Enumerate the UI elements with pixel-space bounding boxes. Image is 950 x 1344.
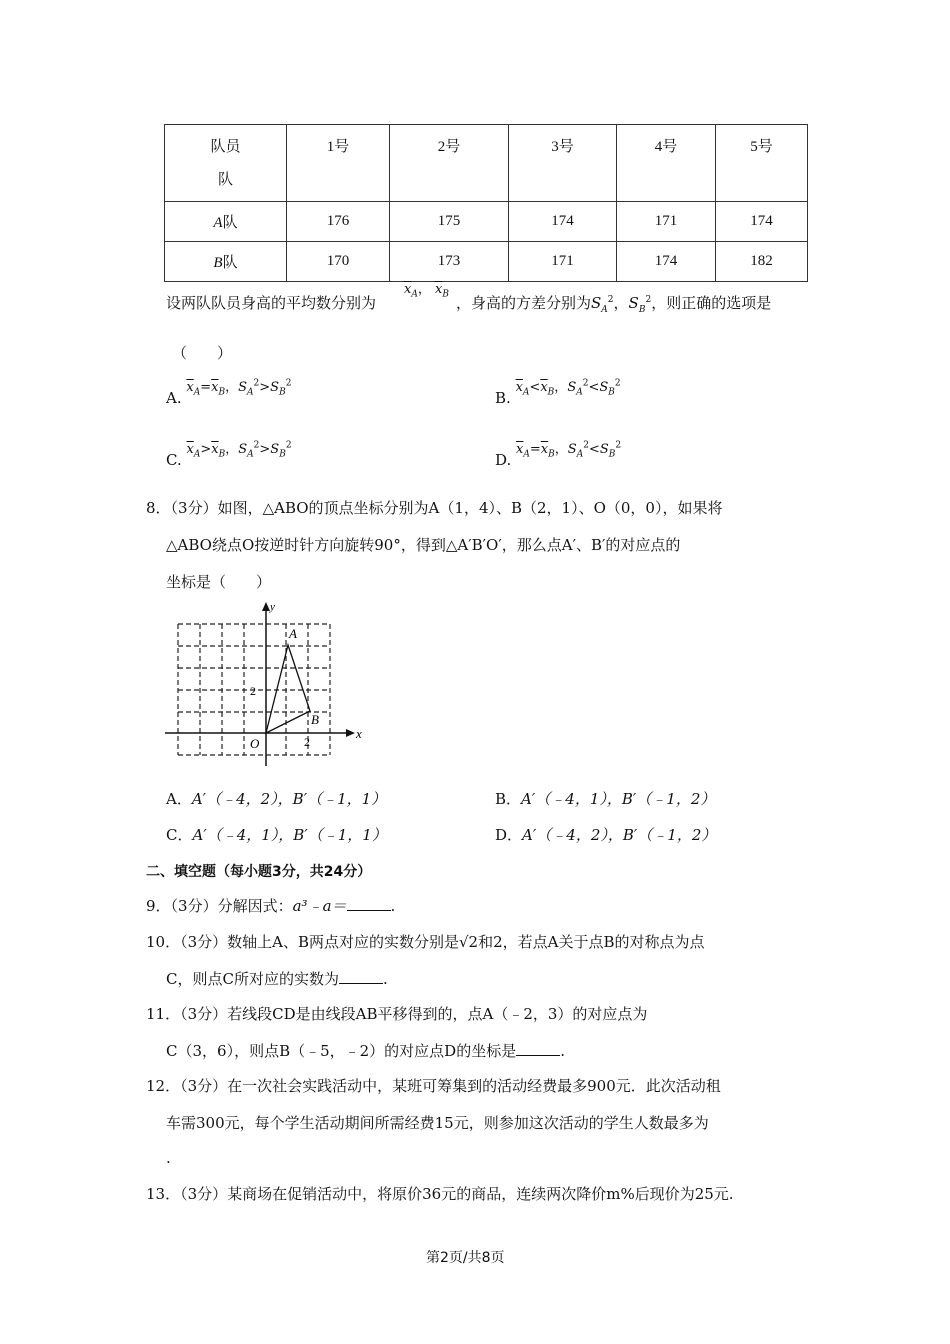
answer-blank[interactable] [339,969,383,984]
y-axis-label: y [270,601,275,613]
table-cell: 174 [509,202,617,242]
q8-option-a[interactable]: A．A′（﹣4，2），B′（﹣1，1） [166,790,387,808]
q12-line2: 车需300元，每个学生活动期间所需经费15元，则参加这次活动的学生人数最多为 [166,1114,709,1132]
q10-line2: C，则点C所对应的实数为 . [166,970,388,988]
point-a-label: A [289,626,297,641]
table-cell: 182 [716,242,808,282]
q7-option-c[interactable]: C. $\overline{x}_A>\overline{x}_B$，$S_A^2>S_B^2$ [166,440,292,469]
point-b-label: B [311,712,319,727]
q8-option-d[interactable]: D．A′（﹣4，2），B′（﹣1，2） [495,826,717,844]
x-axis-label: x [356,726,362,741]
table-row [165,242,808,282]
q8-line1: 8．（3分）如图，△ABO的顶点坐标分别为A（1，4）、B（2，1）、O（0，0），如果将 [146,499,723,517]
column-header: 3号 [509,125,617,202]
answer-blank[interactable] [347,896,391,911]
column-header: 1号 [287,125,390,202]
answer-blank[interactable] [516,1041,560,1056]
corner-top: 队员 [210,139,241,155]
table-cell: 175 [390,202,509,242]
origin-label: O [250,736,260,751]
q7-option-d[interactable]: D. $\overline{x}_A=\overline{x}_B$，$S_A^2<S_B^2$ [495,440,622,469]
table-cell: 170 [287,242,390,282]
q10-line1: 10．（3分）数轴上A、B两点对应的实数分别是√2和2，若点A关于点B的对称点为点 [146,933,705,951]
row-header: B队 [165,242,287,282]
table-cell: 173 [390,242,509,282]
heights-table [164,124,808,282]
row-header: A队 [165,202,287,242]
corner-bottom: 队 [217,172,233,188]
q7-option-b[interactable]: B. $\overline{x}_A<\overline{x}_B$，$S_A^2<S_B^2$ [495,378,621,407]
q11-line2: C（3，6），则点B（﹣5，﹣2）的对应点D的坐标是 . [166,1042,565,1060]
x-axis-arrow [346,729,355,737]
q12-line3: . [166,1149,171,1167]
q8-option-b[interactable]: B．A′（﹣4，1），B′（﹣1，2） [495,790,716,808]
page-footer: 第2页/共8页 [426,1250,505,1266]
q7-option-a[interactable]: A. $\overline{x}_A=\overline{x}_B$，$S_A^2>S_B^2$ [166,378,292,407]
table-row [165,202,808,242]
x-tick-label: 2 [304,735,310,749]
table-cell: 174 [617,242,716,282]
table-cell: 174 [716,202,808,242]
table-cell: 171 [617,202,716,242]
y-axis-arrow [262,602,270,611]
section-title: 二、填空题（每小题3分，共24分） [146,864,372,880]
q7-stem: 设两队队员身高的平均数分别为 [166,294,377,312]
column-header: 2号 [390,125,509,202]
q11-line1: 11．（3分）若线段CD是由线段AB平移得到的，点A（﹣2，3）的对应点为 [146,1005,648,1023]
table-cell: 171 [509,242,617,282]
table-cell: 176 [287,202,390,242]
y-tick-label: 2 [250,684,256,698]
q7-paren: （ ） [172,344,233,362]
column-header: 5号 [716,125,808,202]
q13-line1: 13．（3分）某商场在促销活动中，将原价36元的商品，连续两次降价m%后现价为25元. [146,1185,734,1203]
q8-line3: 坐标是（ ） [166,573,272,591]
q7-stem-cont: ，身高的方差分别为$S_A^2$，$S_B^2$，则正确的选项是 [456,294,772,315]
q8-line2: △ABO绕点O按逆时针方向旋转90°，得到△A′B′O′，那么点A′、B′的对应点的 [166,536,681,554]
q12-line1: 12．（3分）在一次社会实践活动中，某班可筹集到的活动经费最多900元．此次活动租 [146,1077,721,1095]
q8-option-c[interactable]: C．A′（﹣4，1），B′（﹣1，1） [166,826,387,844]
q9: 9．（3分）分解因式：a³﹣a＝ . [146,897,396,915]
mean-symbols: $\overline{x}_A$， $\overline{x}_B$ [404,282,449,300]
coordinate-figure [160,598,370,770]
column-header: 4号 [617,125,716,202]
table-corner [165,125,287,202]
triangle-abo [266,645,310,733]
